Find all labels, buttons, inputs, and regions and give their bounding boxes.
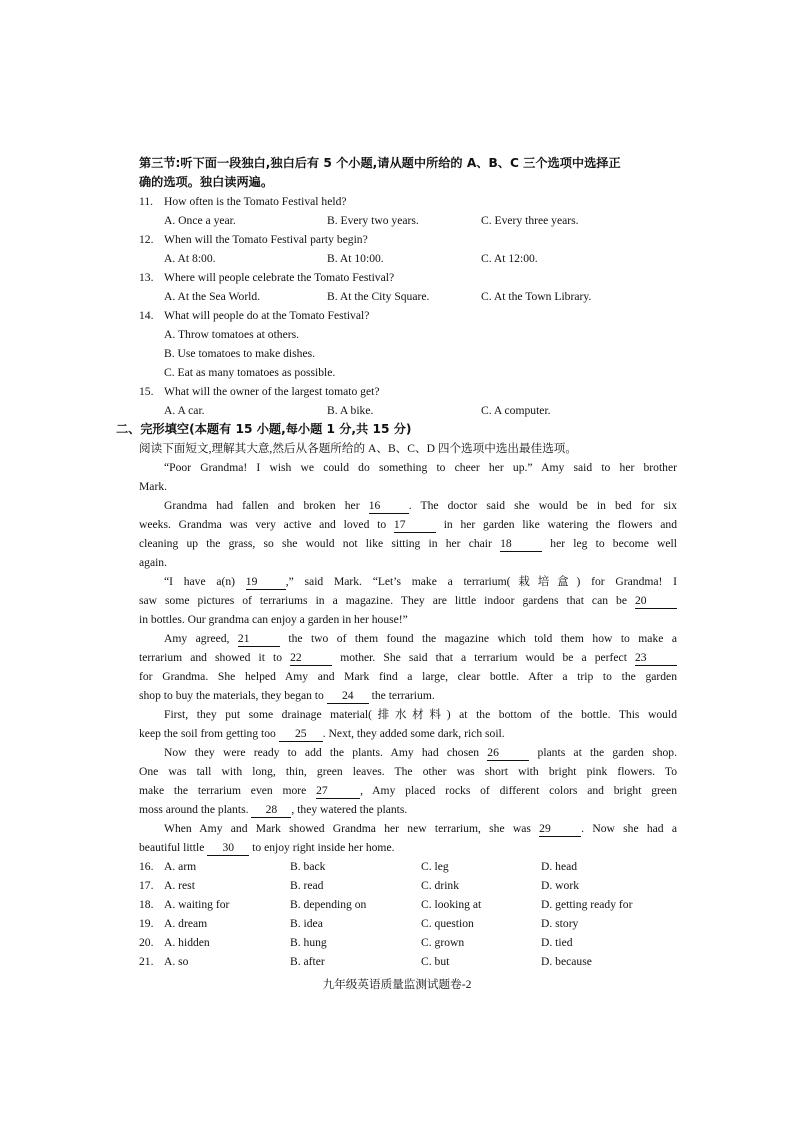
- passage-line: [164, 629, 677, 648]
- cloze-option-c: C. question: [421, 917, 474, 930]
- option-a: A. Once a year.: [164, 214, 236, 227]
- option-c: C. At the Town Library.: [481, 290, 592, 303]
- blank-30: 30: [207, 841, 249, 856]
- option-b: B. A bike.: [327, 404, 374, 417]
- blank-22: 22: [290, 651, 332, 666]
- cloze-option-c: C. but: [421, 955, 450, 968]
- passage-line: [139, 686, 435, 705]
- blank-16: 16: [369, 499, 409, 514]
- cloze-option-b: B. hung: [290, 936, 327, 949]
- cloze-option-c: C. leg: [421, 860, 449, 873]
- passage-text: Now they were ready to add the plants. Amy had chosen: [164, 746, 480, 759]
- passage-text: beautiful little: [139, 841, 205, 854]
- cloze-number: 21.: [139, 955, 154, 968]
- cloze-option-d: D. because: [541, 955, 592, 968]
- cloze-option-d: D. tied: [541, 936, 573, 949]
- passage-text: make the terrarium even more: [139, 784, 307, 797]
- blank-19: 19: [246, 575, 286, 590]
- cloze-option-a: A. rest: [164, 879, 195, 892]
- option-b: B. Use tomatoes to make dishes.: [164, 347, 316, 360]
- blank-18: 18: [500, 537, 542, 552]
- passage-text: , they watered the plants.: [291, 803, 408, 816]
- passage-text: the two of them found the magazine which told them how to make a: [288, 632, 677, 645]
- part2-heading: 二、完形填空(本题有 15 小题,每小题 1 分,共 15 分): [116, 422, 412, 436]
- cloze-option-a: A. waiting for: [164, 898, 230, 911]
- passage-line: [139, 800, 407, 819]
- cloze-number: 19.: [139, 917, 154, 930]
- passage-line: again.: [139, 556, 168, 569]
- cloze-option-b: B. back: [290, 860, 326, 873]
- question-number: 14.: [139, 309, 154, 322]
- passage-text: plants at the garden shop.: [537, 746, 677, 759]
- passage-text: the terrarium.: [371, 689, 435, 702]
- part2-instruction: 阅读下面短文,理解其大意,然后从各题所给的 A、B、C、D 四个选项中选出最佳选项。: [139, 442, 577, 455]
- option-a: A. A car.: [164, 404, 205, 417]
- blank-29: 29: [539, 822, 581, 837]
- passage-text: mother. She said that a terrarium would be a perfect: [340, 651, 627, 664]
- blank-21: 21: [238, 632, 280, 647]
- option-b: B. Every two years.: [327, 214, 419, 227]
- passage-text: When Amy and Mark showed Grandma her new terrarium, she was: [164, 822, 531, 835]
- cloze-option-a: A. hidden: [164, 936, 210, 949]
- option-a: A. At 8:00.: [164, 252, 216, 265]
- blank-27: 27: [316, 784, 360, 799]
- cloze-option-b: B. after: [290, 955, 325, 968]
- cloze-number: 16.: [139, 860, 154, 873]
- passage-text: her leg to become well: [550, 537, 677, 550]
- cloze-option-d: D. work: [541, 879, 579, 892]
- cloze-option-b: B. idea: [290, 917, 323, 930]
- blank-26: 26: [487, 746, 529, 761]
- option-c: C. Eat as many tomatoes as possible.: [164, 366, 336, 379]
- section3-heading-line1: 第三节:听下面一段独白,独白后有 5 个小题,请从题中所给的 A、B、C 三个选项中选择正: [139, 156, 621, 170]
- blank-17: 17: [394, 518, 436, 533]
- blank-20: 20: [635, 594, 677, 609]
- passage-line: [139, 648, 677, 667]
- question-number: 13.: [139, 271, 154, 284]
- passage-line: [139, 591, 677, 610]
- cloze-option-b: B. depending on: [290, 898, 367, 911]
- cloze-option-d: D. getting ready for: [541, 898, 633, 911]
- blank-28: 28: [251, 803, 291, 818]
- passage-line: [139, 724, 505, 743]
- question-text: What will people do at the Tomato Festival?: [164, 309, 370, 322]
- option-c: C. Every three years.: [481, 214, 579, 227]
- passage-text: . Now she had a: [581, 822, 678, 835]
- passage-text: . The doctor said she would be in bed for six: [408, 499, 677, 512]
- question-number: 15.: [139, 385, 154, 398]
- question-number: 12.: [139, 233, 154, 246]
- blank-24: 24: [327, 689, 369, 704]
- passage-text: Amy agreed,: [164, 632, 230, 645]
- option-c: C. At 12:00.: [481, 252, 538, 265]
- question-text: What will the owner of the largest tomato get?: [164, 385, 380, 398]
- section3-heading-line2: 确的选项。独白读两遍。: [139, 175, 274, 189]
- passage-line: [164, 572, 677, 591]
- cloze-number: 20.: [139, 936, 154, 949]
- passage-text: terrarium and showed it to: [139, 651, 283, 664]
- passage-line: [139, 534, 677, 553]
- cloze-option-c: C. drink: [421, 879, 460, 892]
- passage-line: [139, 515, 677, 534]
- passage-line: [139, 838, 395, 857]
- question-number: 11.: [139, 195, 154, 208]
- cloze-option-a: A. arm: [164, 860, 197, 873]
- passage-text: Grandma had fallen and broken her: [164, 499, 360, 512]
- passage-text: cleaning up the grass, so she would not like sitting in her chair: [139, 537, 492, 550]
- passage-text: to enjoy right inside her home.: [252, 841, 395, 854]
- passage-text: , Amy placed rocks of different colors and bright green: [360, 784, 677, 797]
- passage-text: moss around the plants.: [139, 803, 249, 816]
- question-text: When will the Tomato Festival party begin?: [164, 233, 368, 246]
- option-b: B. At 10:00.: [327, 252, 384, 265]
- passage-text: . Next, they added some dark, rich soil.: [322, 727, 505, 740]
- passage-line: One was tall with long, thin, green leaves. The other was short with bright pink flowers. To: [139, 765, 677, 778]
- cloze-option-d: D. story: [541, 917, 579, 930]
- page-footer: 九年级英语质量监测试题卷-2: [322, 978, 472, 991]
- option-b: B. At the City Square.: [327, 290, 430, 303]
- passage-line: Mark.: [139, 480, 168, 493]
- passage-line: for Grandma. She helped Amy and Mark find a large, clear bottle. After a trip to the garden: [139, 670, 677, 683]
- passage-text: weeks. Grandma was very active and loved to: [139, 518, 387, 531]
- option-a: A. At the Sea World.: [164, 290, 261, 303]
- question-text: Where will people celebrate the Tomato Festival?: [164, 271, 395, 284]
- cloze-number: 17.: [139, 879, 154, 892]
- passage-text: saw some pictures of terrariums in a magazine. They are little indoor gardens that can be: [139, 594, 627, 607]
- cloze-option-a: A. so: [164, 955, 189, 968]
- passage-line: [164, 496, 677, 515]
- blank-25: 25: [279, 727, 323, 742]
- passage-line: [139, 781, 677, 800]
- cloze-option-c: C. looking at: [421, 898, 482, 911]
- passage-line: [164, 819, 677, 838]
- passage-line: in bottles. Our grandma can enjoy a garden in her house!”: [139, 613, 408, 626]
- cloze-option-c: C. grown: [421, 936, 465, 949]
- option-a: A. Throw tomatoes at others.: [164, 328, 300, 341]
- passage-text: in her garden like watering the flowers and: [443, 518, 677, 531]
- passage-text: “I have a(n): [164, 575, 236, 588]
- passage-text: ,” said Mark. “Let’s make a terrarium(栽培盒) for Grandma! I: [285, 575, 677, 588]
- cloze-number: 18.: [139, 898, 154, 911]
- passage-text: shop to buy the materials, they began to: [139, 689, 324, 702]
- blank-23: 23: [635, 651, 677, 666]
- option-c: C. A computer.: [481, 404, 551, 417]
- cloze-option-a: A. dream: [164, 917, 208, 930]
- passage-line: [164, 743, 677, 762]
- passage-line: “Poor Grandma! I wish we could do something to cheer her up.” Amy said to her brother: [164, 461, 677, 474]
- passage-text: keep the soil from getting too: [139, 727, 276, 740]
- cloze-option-b: B. read: [290, 879, 324, 892]
- passage-line: First, they put some drainage material(排水材料) at the bottom of the bottle. This would: [164, 708, 677, 721]
- question-text: How often is the Tomato Festival held?: [164, 195, 347, 208]
- cloze-option-d: D. head: [541, 860, 578, 873]
